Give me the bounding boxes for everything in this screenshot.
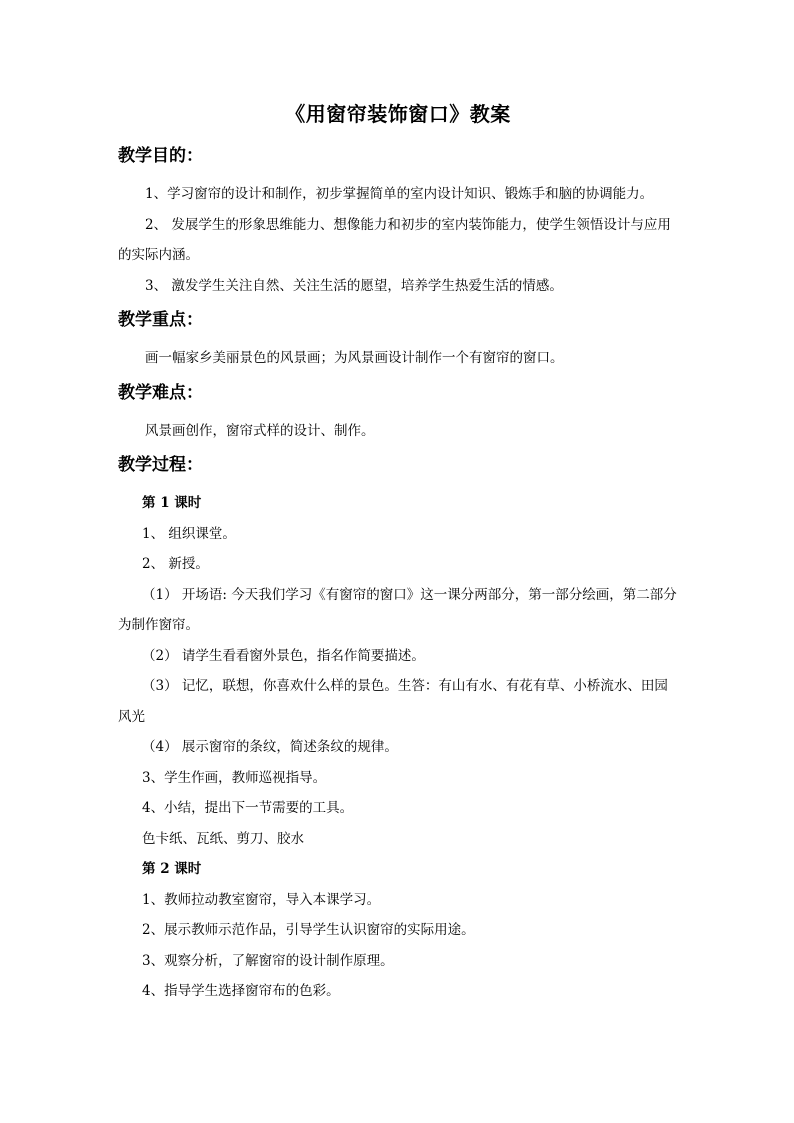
lesson-1-line: 3、学生作画，教师巡视指导。 [142,769,327,786]
lesson-1-line: （4） 展示窗帘的条纹，简述条纹的规律。 [142,739,398,755]
lesson-2-line: 2、展示教师示范作品，引导学生认识窗帘的实际用途。 [142,922,475,938]
goal-item: 3、 激发学生关注自然、关注生活的愿望，培养学生热爱生活的情感。 [145,277,563,294]
lesson-2-label: 第 2 课时 [142,861,202,877]
document-title: 《用窗帘装饰窗口》教案 [285,102,511,126]
difficulties-text: 风景画创作，窗帘式样的设计、制作。 [145,422,375,439]
goal-item: 1、学习窗帘的设计和制作，初步掌握简单的室内设计知识、锻炼手和脑的协调能力。 [145,186,654,202]
goal-item: 2、 发展学生的形象思维能力、想像能力和初步的室内装饰能力，使学生领悟设计与应用的实际内涵。 [118,216,671,263]
lesson-1-line: 1、 组织课堂。 [142,525,236,542]
lesson-1-line: 4、小结，提出下一节需要的工具。 [142,800,354,816]
lesson-2-line: 4、指导学生选择窗帘布的色彩。 [142,983,340,999]
key-points-text: 画一幅家乡美丽景色的风景画；为风景画设计制作一个有窗帘的窗口。 [145,350,564,366]
lesson-1-label: 第 1 课时 [142,495,202,511]
section-heading-goals: 教学目的： [118,146,203,166]
lesson-1-line: 2、 新授。 [142,556,209,572]
section-heading-process: 教学过程： [118,455,203,475]
lesson-1-line: （2） 请学生看看窗外景色，指名作简要描述。 [142,647,425,664]
lesson-2-line: 3、观察分析，了解窗帘的设计制作原理。 [142,952,394,969]
lesson-2-line: 1、教师拉动教室窗帘，导入本课学习。 [142,891,381,908]
lesson-1-line: （3） 记忆，联想，你喜欢什么样的景色。生答：有山有水、有花有草、小桥流水、田园风光 [118,678,668,725]
document-page [118,100,678,1007]
section-heading-key-points: 教学重点： [118,310,203,330]
lesson-1-line: （1） 开场语: 今天我们学习《有窗帘的窗口》这一课分两部分，第一部分绘画，第二部分为制作窗帘。 [118,586,677,633]
section-heading-difficulties: 教学难点： [118,382,203,403]
lesson-1-materials: 色卡纸、瓦纸、剪刀、胶水 [142,830,304,847]
